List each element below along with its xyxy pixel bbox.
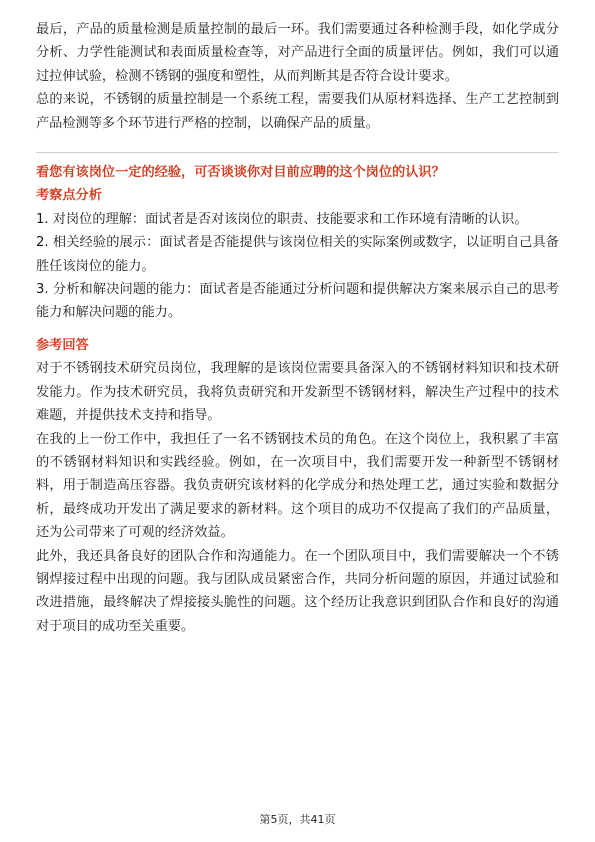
intro-paragraph-2: 总的来说，不锈钢的质量控制是一个系统工程，需要我们从原材料选择、生产工艺控制到产品检测等多个环节进行严格的控制，以确保产品的质量。	[36, 92, 559, 131]
document-page	[36, 18, 559, 638]
answer-title: 参考回答	[36, 337, 89, 353]
analysis-point-3: 3. 分析和解决问题的能力：面试者是否能通过分析问题和提供解决方案来展示自己的思考能力和解决问题的能力。	[36, 282, 559, 321]
intro-paragraph-1: 最后，产品的质量检测是质量控制的最后一环。我们需要通过各种检测手段，如化学成分分析、力学性能测试和表面质量检查等，对产品进行全面的质量评估。例如，我们可以通过拉伸试验，检测不锈钢的强度和塑性，从而判断其是否符合设计要求。	[36, 22, 559, 84]
answer-paragraph-1: 对于不锈钢技术研究员岗位，我理解的是该岗位需要具备深入的不锈钢材料知识和技术研发能力。作为技术研究员，我将负责研究和开发新型不锈钢材料，解决生产过程中的技术难题，并提供技术支持和指导。	[36, 361, 559, 424]
answer-paragraph-3: 此外，我还具备良好的团队合作和沟通能力。在一个团队项目中，我们需要解决一个不锈钢焊接过程中出现的问题。我与团队成员紧密合作，共同分析问题的原因，并通过试验和改进措施，最终解决了焊接接头脆性的问题。这个经历让我意识到团队合作和良好的沟通对于项目的成功至关重要。	[36, 548, 559, 634]
analysis-title: 考察点分析	[36, 188, 102, 204]
answer-paragraph-2: 在我的上一份工作中，我担任了一名不锈钢技术员的角色。在这个岗位上，我积累了丰富的不锈钢材料知识和实践经验。例如，在一次项目中，我们需要开发一种新型不锈钢材料，用于制造高压容器。我负责研究该材料的化学成分和热处理工艺，通过实验和数据分析，最终成功开发出了满足要求的新材料。这个项目的成功不仅提高了我们的产品质量，还为公司带来了可观的经济效益。	[36, 431, 559, 541]
analysis-point-2: 2. 相关经验的展示：面试者是否能提供与该岗位相关的实际案例或数字，以证明自己具备胜任该岗位的能力。	[36, 235, 559, 274]
analysis-point-1: 1. 对岗位的理解：面试者是否对该岗位的职责、技能要求和工作环境有清晰的认识。	[36, 211, 528, 227]
interview-question: 看您有该岗位一定的经验，可否谈谈你对目前应聘的这个岗位的认识？	[36, 165, 445, 181]
page-footer: 第5页，共41页	[259, 813, 336, 826]
section-divider	[36, 152, 559, 153]
